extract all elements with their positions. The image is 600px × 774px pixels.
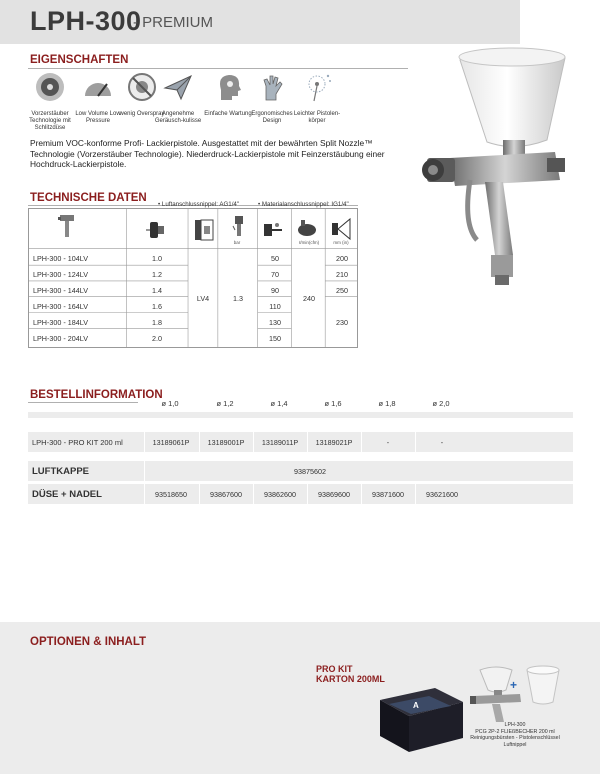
nozzle-cell: 1.8 <box>152 318 162 327</box>
feature-label: Angenehme Geräusch-kulisse <box>154 111 202 124</box>
order-value: 93867600 <box>210 490 242 499</box>
technical-heading: TECHNISCHE DATEN <box>30 192 147 204</box>
product-description: Premium VOC-konforme Profi- Lackierpistole. Ausgestattet mit der bewährten Split Nozzle™ Technologie (Vorzerstäuber Technologie). Niederdruck-Lackierpistole mit Feinzerstäubung einer Hochdruck-Lackierpistole. <box>30 138 385 169</box>
cap-cell: LV4 <box>196 294 210 303</box>
order-row-aircap <box>28 461 573 481</box>
air-cap-icon <box>193 216 215 244</box>
order-value: - <box>386 438 390 447</box>
distance-caption: mm (in) <box>333 240 349 245</box>
model-cell: LPH-300 - 104LV <box>33 254 89 263</box>
order-column: ø 1,2 <box>216 399 234 408</box>
order-column: ø 1,6 <box>324 399 342 408</box>
order-column: ø 1,0 <box>161 399 179 408</box>
order-column: ø 1,8 <box>378 399 396 408</box>
model-cell: LPH-300 - 124LV <box>33 270 89 279</box>
order-value: 13189021P <box>315 438 353 447</box>
order-value: 93621600 <box>426 490 458 499</box>
title-bar <box>0 0 520 44</box>
feature-label: Low Volume Low Pressure <box>75 111 121 124</box>
nozzle-size-icon <box>146 216 168 244</box>
spray-gun-image <box>415 40 590 290</box>
air-cell: 240 <box>303 294 315 303</box>
nozzle-cell: 1.6 <box>152 302 162 311</box>
model-cell: LPH-300 - 164LV <box>33 302 89 311</box>
contents-item: LPH-300 <box>504 722 526 728</box>
included-contents <box>440 722 590 748</box>
kit-box-image <box>375 680 465 760</box>
order-value: 13189001P <box>207 438 245 447</box>
included-cup-image <box>523 662 563 707</box>
order-row-kit <box>28 432 573 452</box>
order-value: 13189011P <box>261 438 299 447</box>
order-row-nozzle <box>28 484 573 504</box>
model-cell: LPH-300 - 144LV <box>33 286 89 295</box>
paper-plane-icon <box>163 72 193 102</box>
distance-cell: 250 <box>336 286 348 295</box>
order-column: ø 1,4 <box>270 399 288 408</box>
pro-kit-title-line: KARTON 200ML <box>316 674 385 684</box>
feature-label: Einfache Wartung <box>204 111 252 117</box>
distance-cell: 200 <box>336 254 348 263</box>
order-value: 93871600 <box>372 490 404 499</box>
properties-heading: EIGENSCHAFTEN <box>30 54 129 66</box>
fluid-cell: 50 <box>271 254 279 263</box>
air-caption: ℓ/min(cfm) <box>298 240 320 245</box>
order-value: - <box>440 438 444 447</box>
divider <box>28 68 408 69</box>
order-value: 93862600 <box>264 490 296 499</box>
distance-cell: 230 <box>336 318 348 327</box>
contents-item: Reinigungsbürsten - Pistolenschlüssel <box>470 735 560 741</box>
distance-cell: 210 <box>336 270 348 279</box>
fluid-cell: 130 <box>269 318 281 327</box>
included-gun-image <box>468 664 528 724</box>
feature-item <box>24 72 76 132</box>
order-value: 93875602 <box>294 467 326 476</box>
product-title: LPH-300 <box>30 6 142 36</box>
product-variant: - PREMIUM <box>133 14 213 31</box>
feature-label: Leichter Pistolen-körper <box>293 111 341 124</box>
order-value: 93518650 <box>155 490 187 499</box>
nozzle-cell: 2.0 <box>152 334 162 343</box>
pressure-cell: 1.3 <box>233 294 243 303</box>
pro-kit-title-line: PRO KIT <box>316 664 353 674</box>
feature-label: Vorzerstäuber Technologie mit Schlitzdüse <box>29 111 71 131</box>
head-icon <box>213 72 243 102</box>
model-cell: LPH-300 - 204LV <box>33 334 89 343</box>
model-cell: LPH-300 - 184LV <box>33 318 89 327</box>
fluid-cell: 70 <box>271 270 279 279</box>
feature-label: Ergonomisches Design <box>251 111 293 124</box>
air-connector-note: • Luftanschlussnippel: AG1/4" <box>158 201 240 208</box>
order-row-label: LUFTKAPPE <box>32 466 89 477</box>
hand-icon <box>257 72 287 102</box>
fluid-flow-icon <box>262 216 284 244</box>
nozzle-icon <box>35 72 65 102</box>
material-connector-note: • Materialanschlussnippel: IG1/4" <box>258 201 349 208</box>
fluid-cell: 150 <box>269 334 281 343</box>
order-value: 93869600 <box>318 490 350 499</box>
nozzle-cell: 1.2 <box>152 270 162 279</box>
pressure-caption: bar <box>233 240 241 245</box>
spray-gun-icon <box>56 213 78 241</box>
plus-icon: + <box>510 678 518 692</box>
order-heading: BESTELLINFORMATION <box>30 389 163 401</box>
contents-item: Luftnippel <box>503 741 527 748</box>
fluid-cell: 90 <box>271 286 279 295</box>
gauge-icon <box>83 72 113 102</box>
order-spacer-row <box>28 412 573 418</box>
fluid-cell: 110 <box>269 302 281 311</box>
nozzle-cell: 1.0 <box>152 254 162 263</box>
order-row-label: DÜSE + NADEL <box>32 489 102 500</box>
options-heading: OPTIONEN & INHALT <box>30 636 147 648</box>
feature-item <box>291 72 343 125</box>
divider <box>28 402 138 403</box>
contents-item: PCG 2P-2 FLIEßBECHER 200 ml <box>475 728 555 735</box>
dandelion-icon <box>302 72 332 102</box>
order-row-label: LPH-300 - PRO KIT 200 ml <box>32 438 123 447</box>
order-column: ø 2,0 <box>432 399 450 408</box>
order-value: 13189061P <box>152 438 190 447</box>
feature-item <box>152 72 204 125</box>
kit-box-logo: A <box>413 701 419 710</box>
nozzle-cell: 1.4 <box>152 286 162 295</box>
pressure-icon <box>228 214 250 242</box>
feature-label: wenig Overspray <box>119 111 165 117</box>
spray-distance-icon <box>330 215 352 243</box>
